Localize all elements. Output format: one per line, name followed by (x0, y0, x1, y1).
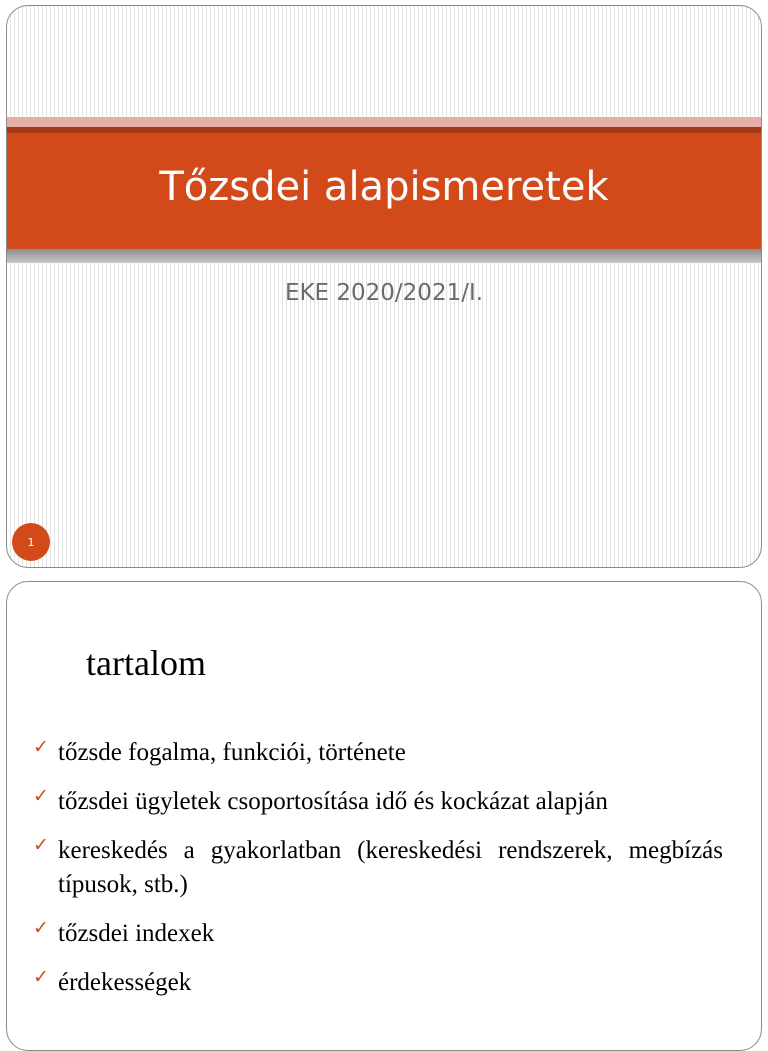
check-mark-icon: ✓ (33, 834, 49, 856)
slide-subtitle: EKE 2020/2021/I. (284, 280, 484, 306)
check-mark-icon: ✓ (33, 736, 49, 758)
check-mark-icon: ✓ (33, 917, 49, 939)
title-top-stripe (7, 117, 761, 127)
content-heading: tartalom (86, 643, 206, 683)
title-shadow (7, 249, 761, 263)
bullet-text: kereskedés a gyakorlatban (kereskedési rendszerek, megbízás típusok, stb.) (58, 837, 723, 898)
list-item (33, 917, 723, 951)
list-item (33, 834, 723, 902)
page-number-badge: 1 (12, 523, 50, 561)
list-item (33, 966, 723, 1000)
bullet-text: tőzsdei indexek (58, 920, 215, 947)
list-item (33, 736, 723, 770)
content-slide (6, 581, 762, 1051)
bullet-text: tőzsde fogalma, funkciói, története (58, 739, 406, 766)
bullet-text: érdekességek (58, 969, 192, 996)
slide-title: Tőzsdei alapismeretek (159, 164, 609, 210)
title-slide (6, 5, 762, 568)
list-item (33, 785, 723, 819)
check-mark-icon: ✓ (33, 966, 49, 988)
title-bar (7, 133, 761, 249)
check-mark-icon: ✓ (33, 785, 49, 807)
bullet-text: tőzsdei ügyletek csoportosítása idő és kockázat alapján (58, 788, 608, 815)
bullet-list (33, 736, 723, 1015)
